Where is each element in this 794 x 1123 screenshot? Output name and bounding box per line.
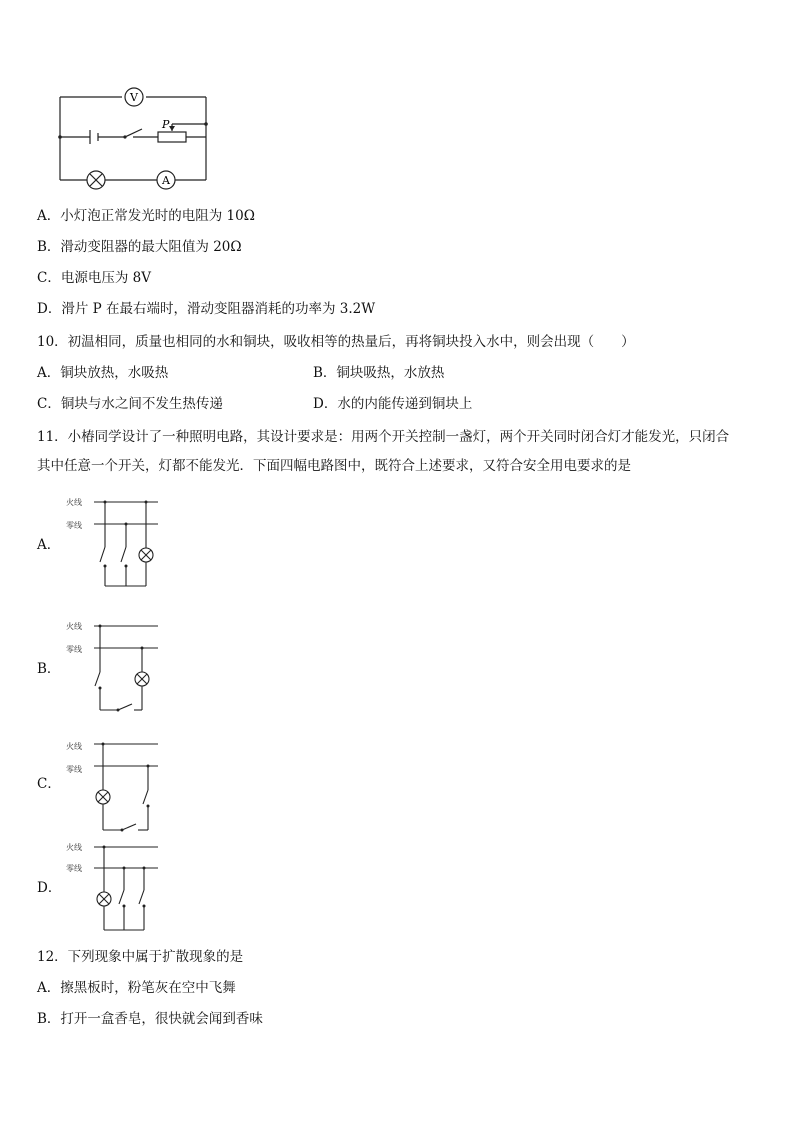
live-wire-label: 火线 [66,742,82,751]
q10-stem: 10．初温相同，质量也相同的水和铜块，吸收相等的热量后，再将铜块投入水中，则会出现（ ） [37,334,635,350]
ammeter-label: A [162,174,170,187]
circuit-diagram-q9 [0,0,794,200]
q12-option-b: B．打开一盒香皂，很快就会闻到香味 [37,1011,263,1027]
q12-option-a: A．擦黑板时，粉笔灰在空中飞舞 [37,980,236,996]
q11-stem-line2: 其中任意一个开关，灯都不能发光．下面四幅电路图中，既符合上述要求，又符合安全用电要求的是 [37,458,631,474]
q10-option-b: B．铜块吸热，水放热 [313,365,445,381]
q9-option-a: A．小灯泡正常发光时的电阻为 10Ω [37,208,255,224]
live-wire-label: 火线 [66,498,82,507]
q10-option-a: A．铜块放热，水吸热 [37,365,169,381]
neutral-wire-label: 零线 [66,765,82,774]
q10-option-c: C．铜块与水之间不发生热传递 [37,396,223,412]
circuit-option-a [60,490,200,590]
q11-option-d-label: D． [37,880,62,896]
circuit-option-d [60,838,200,938]
q9-option-d: D．滑片 P 在最右端时，滑动变阻器消耗的功率为 3.2W [37,301,376,317]
live-wire-label: 火线 [66,622,82,631]
live-wire-label: 火线 [66,843,82,852]
voltmeter-label: V [130,91,138,104]
q9-option-c: C．电源电压为 8V [37,270,151,286]
q11-option-b-label: B． [37,661,61,677]
q10-option-d: D．水的内能传递到铜块上 [313,396,473,412]
neutral-wire-label: 零线 [66,864,82,873]
q11-stem-line1: 11．小椿同学设计了一种照明电路，其设计要求是：用两个开关控制一盏灯，两个开关同时闭合灯才能发光，只闭合 [37,429,730,445]
q9-option-b: B．滑动变阻器的最大阻值为 20Ω [37,239,242,255]
q12-stem: 12．下列现象中属于扩散现象的是 [37,949,244,965]
q11-option-c-label: C． [37,776,61,792]
neutral-wire-label: 零线 [66,521,82,530]
q11-option-a-label: A． [37,537,61,553]
neutral-wire-label: 零线 [66,645,82,654]
slider-label: P [162,118,170,131]
circuit-option-b [60,614,200,714]
circuit-option-c [60,734,200,834]
